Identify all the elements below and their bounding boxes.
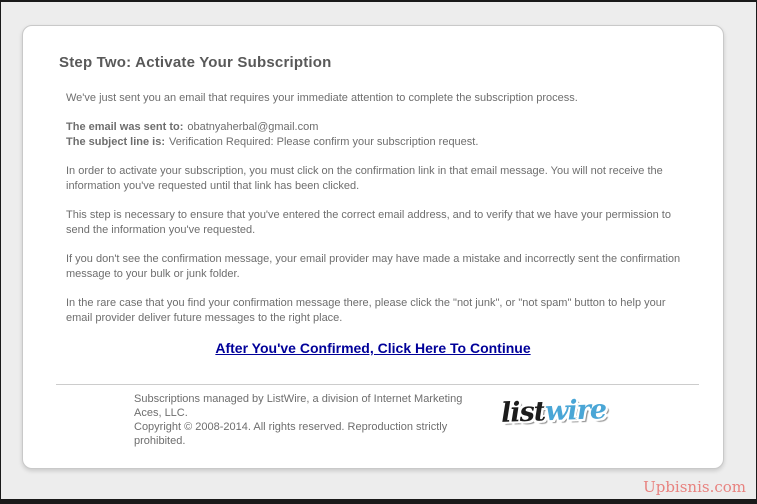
- subject-line-label: The subject line is:: [66, 136, 166, 148]
- footer-text: [134, 392, 479, 448]
- watermark: Upbisnis.com: [643, 478, 746, 496]
- content-card: [22, 25, 724, 469]
- footer-divider: [56, 384, 699, 385]
- activate-instructions-paragraph: In order to activate your subscription, you must click on the confirmation link in that email message. You will not receive the information you've requested until that link has been clicked.: [66, 165, 663, 192]
- not-spam-paragraph: In the rare case that you find your confirmation message there, please click the "not junk", or "not spam" button to help your email provider deliver future messages to the right place.: [66, 297, 666, 324]
- footer: [23, 392, 723, 448]
- page-title: Step Two: Activate Your Subscription: [59, 54, 332, 71]
- footer-managed-by: Subscriptions managed by ListWire, a division of Internet Marketing Aces, LLC.: [134, 393, 463, 419]
- continue-link-row: [23, 340, 723, 358]
- subject-line-value: Verification Required: Please confirm your subscription request.: [169, 136, 479, 148]
- listwire-logo-wire-part: wire: [544, 394, 607, 428]
- verification-reason-paragraph: This step is necessary to ensure that you've entered the correct email address, and to verify that we have your permission to send the information you've requested.: [66, 209, 671, 236]
- listwire-logo-list-part: list: [500, 396, 546, 429]
- email-details-block: [66, 120, 684, 150]
- body-content: [66, 91, 684, 326]
- junk-folder-paragraph: If you don't see the confirmation message, your email provider may have made a mistake and incorrectly sent the confirmation message to your bulk or junk folder.: [66, 253, 681, 280]
- continue-link[interactable]: After You've Confirmed, Click Here To Continue: [215, 340, 531, 356]
- email-sent-to-label: The email was sent to:: [66, 121, 184, 133]
- listwire-logo: [500, 394, 606, 429]
- email-sent-to-value: obatnyaherbal@gmail.com: [187, 121, 319, 133]
- intro-paragraph: We've just sent you an email that requires your immediate attention to complete the subscription process.: [66, 92, 578, 104]
- footer-copyright: Copyright © 2008-2014. All rights reserved. Reproduction strictly prohibited.: [134, 421, 448, 447]
